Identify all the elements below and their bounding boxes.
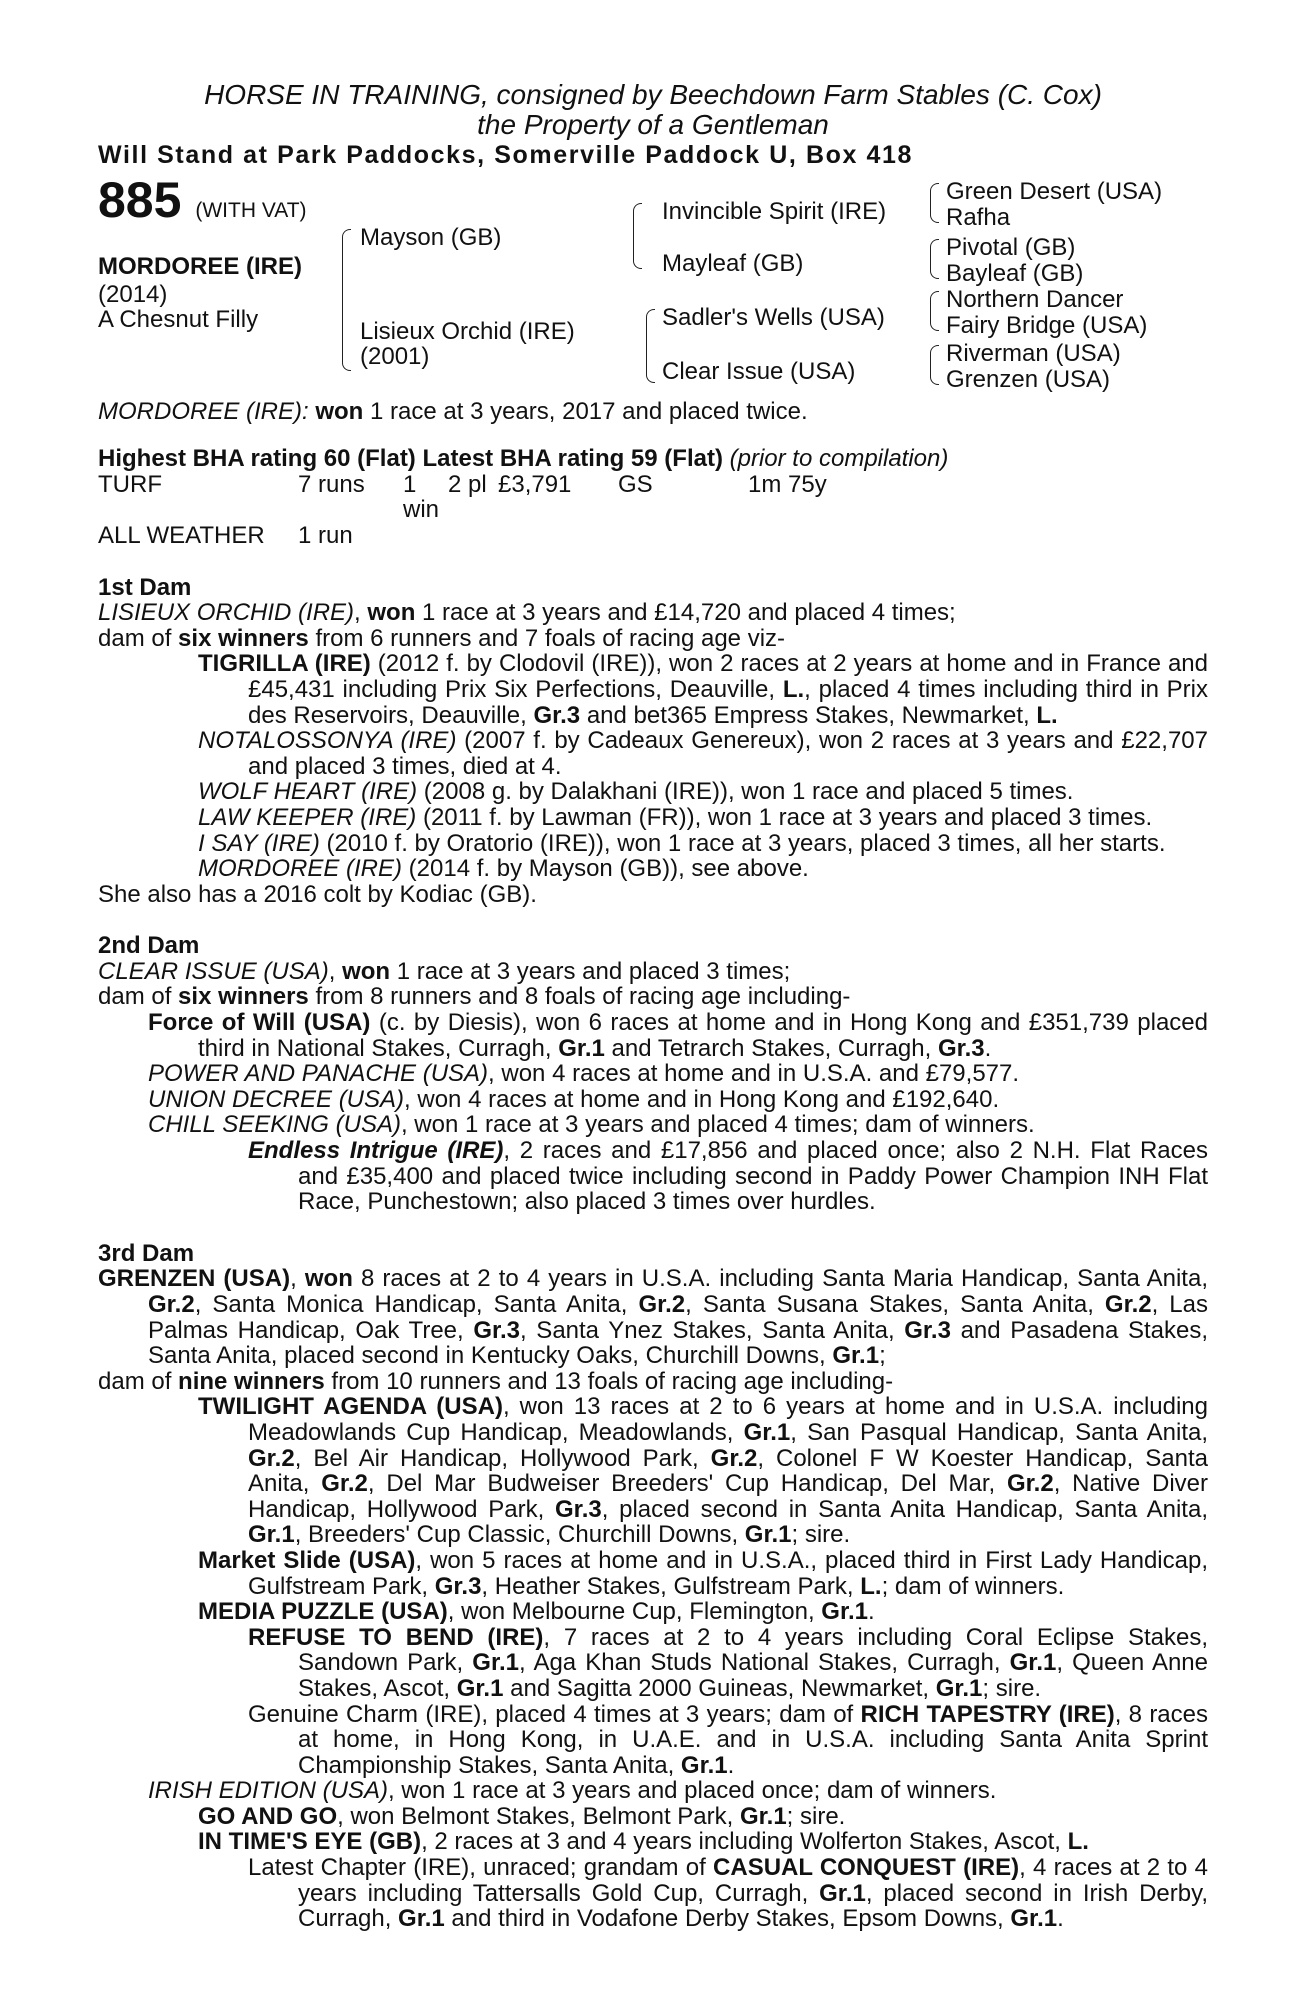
property-line: the Property of a Gentleman (477, 109, 829, 140)
gp-brace-2 (930, 239, 939, 279)
first-dam-line: LISIEUX ORCHID (IRE), won 1 race at 3 years and £14,720 and placed 4 times; (98, 599, 956, 627)
produce-go-and-go: GO AND GO, won Belmont Stakes, Belmont Park, Gr.1; sire. (198, 1802, 846, 1830)
first-dam-heading: 1st Dam (98, 573, 192, 601)
stats-turf: TURF 7 runs 1 win 2 pl £3,791 GS 1m 75y (98, 470, 827, 524)
sire-dam-dam: Bayleaf (GB) (946, 259, 1084, 287)
third-dam-line: GRENZEN (USA), won 8 races at 2 to 4 years in U.S.A. including Santa Maria Handicap, Santa Anita, Gr.2, Santa Monica Handicap, Santa Anita, Gr.2, Santa Susana Stakes, Santa Anita, Gr.2, Las Palmas Handicap, Oak Tree, Gr.3, Santa Ynez Stakes, Santa Anita, Gr.3 and Pasadena Stakes, Santa Anita, placed second in Kentucky Oaks, Churchill Downs, Gr.1; (98, 1265, 1208, 1370)
dam-dam-sire: Riverman (USA) (946, 339, 1121, 367)
produce-force-of-will: Force of Will (USA) (c. by Diesis), won 6 races at home and in Hong Kong and £351,739 placed third in National Stakes, Curragh, Gr.1 and Tetrarch Stakes, Curragh, Gr.3. (148, 1009, 1208, 1062)
gp-brace-3 (930, 291, 939, 331)
second-dam-line: CLEAR ISSUE (USA), won 1 race at 3 years and placed 3 times; (98, 957, 791, 985)
produce-in-times-eye: IN TIME'S EYE (GB), 2 races at 3 and 4 years including Wolferton Stakes, Ascot, L. (198, 1828, 1089, 1856)
produce-wolf-heart: WOLF HEART (IRE) (2008 g. by Dalakhani (IRE)), won 1 race and placed 5 times. (198, 778, 1074, 806)
gp-brace-1 (930, 183, 939, 223)
produce-law-keeper: LAW KEEPER (IRE) (2011 f. by Lawman (FR)), won 1 race at 3 years and placed 3 times. (198, 803, 1153, 831)
sire-dam: Mayleaf (GB) (662, 249, 804, 277)
produce-endless-intrigue: Endless Intrigue (IRE), 2 races and £17,856 and placed once; also 2 N.H. Flat Races and £35,400 and placed twice including second in Paddy Power Champion INH Flat Race, Punchestown; also placed 3 times over hurdles. (248, 1137, 1208, 1216)
produce-i-say: I SAY (IRE) (2010 f. by Oratorio (IRE)), won 1 race at 3 years, placed 3 times, all her starts. (198, 829, 1166, 857)
produce-genuine-charm: Genuine Charm (IRE), placed 4 times at 3 years; dam of RICH TAPESTRY (IRE), 8 races at home, in Hong Kong, in U.A.E. and in U.S.A. including Santa Anita Sprint Championship Stakes, Santa Anita, Gr.1. (248, 1700, 1209, 1779)
stats-all-weather: ALL WEATHER 1 run (98, 521, 353, 549)
stand-location: Will Stand at Park Paddocks, Somerville Paddock U, Box 418 (98, 141, 914, 169)
dam-year: (2001) (360, 342, 430, 370)
dam-dam: Clear Issue (USA) (662, 357, 856, 385)
dam-dam-dam: Grenzen (USA) (946, 365, 1111, 393)
dam-sire: Sadler's Wells (USA) (662, 303, 885, 331)
first-dam-produce: dam of six winners from 6 runners and 7 foals of racing age viz- (98, 624, 786, 652)
sire-sire-dam: Rafha (946, 203, 1011, 231)
third-dam-produce: dam of nine winners from 10 runners and 13 foals of racing age including- (98, 1367, 894, 1395)
produce-mordoree: MORDOREE (IRE) (2014 f. by Mayson (GB)), see above. (198, 855, 809, 883)
second-dam-produce: dam of six winners from 8 runners and 8 foals of racing age including- (98, 983, 851, 1011)
dam-sire-sire: Northern Dancer (946, 285, 1124, 313)
produce-refuse-to-bend: REFUSE TO BEND (IRE), 7 races at 2 to 4 years including Coral Eclipse Stakes, Sandown Park, Gr.1, Aga Khan Studs National Stakes, Curragh, Gr.1, Queen Anne Stakes, Ascot, Gr.1 and Sagitta 2000 Guineas, Newmarket, Gr.1; sire. (248, 1623, 1208, 1702)
rating-line: Highest BHA rating 60 (Flat) Latest BHA rating 59 (Flat) (prior to compilation) (98, 445, 949, 473)
horse-description: A Chesnut Filly (98, 305, 259, 333)
dam-sire-dam: Fairy Bridge (USA) (946, 311, 1148, 339)
pedigree-block (98, 169, 1208, 399)
race-summary: MORDOREE (IRE): won 1 race at 3 years, 2017 and placed twice. (98, 397, 808, 425)
sire-brace (633, 203, 642, 269)
produce-irish-edition: IRISH EDITION (USA), won 1 race at 3 years and placed once; dam of winners. (148, 1777, 997, 1805)
produce-power-and-panache: POWER AND PANACHE (USA), won 4 races at home and in U.S.A. and £79,577. (148, 1060, 1020, 1088)
dam-brace (646, 309, 655, 383)
horse-name: MORDOREE (IRE) (98, 252, 302, 280)
produce-market-slide: Market Slide (USA), won 5 races at home and in U.S.A., placed third in First Lady Handicap, Gulfstream Park, Gr.3, Heather Stakes, Gulfstream Park, L.; dam of winners. (198, 1546, 1208, 1600)
third-dam-heading: 3rd Dam (98, 1239, 195, 1267)
sire-sire: Invincible Spirit (IRE) (662, 197, 887, 225)
produce-tigrilla: TIGRILLA (IRE) (2012 f. by Clodovil (IRE)), won 2 races at 2 years at home and in France and £45,431 including Prix Six Perfections, Deauville, L., placed 4 times including third in Prix des Reservoirs, Deauville, Gr.3 and bet365 Empress Stakes, Newmarket, L. (198, 650, 1209, 729)
sire-dam-sire: Pivotal (GB) (946, 233, 1076, 261)
produce-notalossonya: NOTALOSSONYA (IRE) (2007 f. by Cadeaux Genereux), won 2 races at 3 years and £22,707 and placed 3 times, died at 4. (198, 727, 1208, 780)
catalogue-page (98, 80, 1208, 1932)
produce-union-decree: UNION DECREE (USA), won 4 races at home and in Hong Kong and £192,640. (148, 1085, 1000, 1113)
second-dam-heading: 2nd Dam (98, 932, 200, 960)
sire: Mayson (GB) (360, 223, 502, 251)
horse-year: (2014) (98, 280, 168, 308)
lot-number: 885 (WITH VAT) (98, 171, 307, 228)
produce-media-puzzle: MEDIA PUZZLE (USA), won Melbourne Cup, Flemington, Gr.1. (198, 1598, 875, 1626)
dam: Lisieux Orchid (IRE) (360, 317, 575, 345)
consignor-line: HORSE IN TRAINING, consigned by Beechdown Farm Stables (C. Cox) (204, 79, 1102, 110)
produce-also: She also has a 2016 colt by Kodiac (GB). (98, 880, 537, 908)
produce-twilight-agenda: TWILIGHT AGENDA (USA), won 13 races at 2 to 6 years at home and in U.S.A. including Meadowlands Cup Handicap, Meadowlands, Gr.1, San Pasqual Handicap, Santa Anita, Gr.2, Bel Air Handicap, Hollywood Park, Gr.2, Colonel F W Koester Handicap, Santa Anita, Gr.2, Del Mar Budweiser Breeders' Cup Handicap, Del Mar, Gr.2, Native Diver Handicap, Hollywood Park, Gr.3, placed second in Santa Anita Handicap, Santa Anita, Gr.1, Breeders' Cup Classic, Churchill Downs, Gr.1; sire. (198, 1393, 1209, 1549)
sire-sire-sire: Green Desert (USA) (946, 177, 1163, 205)
produce-chill-seeking: CHILL SEEKING (USA), won 1 race at 3 years and placed 4 times; dam of winners. (148, 1111, 1035, 1139)
pedigree-brace (342, 229, 351, 371)
produce-latest-chapter: Latest Chapter (IRE), unraced; grandam of CASUAL CONQUEST (IRE), 4 races at 2 to 4 years including Tattersalls Gold Cup, Curragh, Gr.1, placed second in Irish Derby, Curragh, Gr.1 and third in Vodafone Derby Stakes, Epsom Downs, Gr.1. (248, 1854, 1209, 1933)
gp-brace-4 (930, 345, 939, 385)
